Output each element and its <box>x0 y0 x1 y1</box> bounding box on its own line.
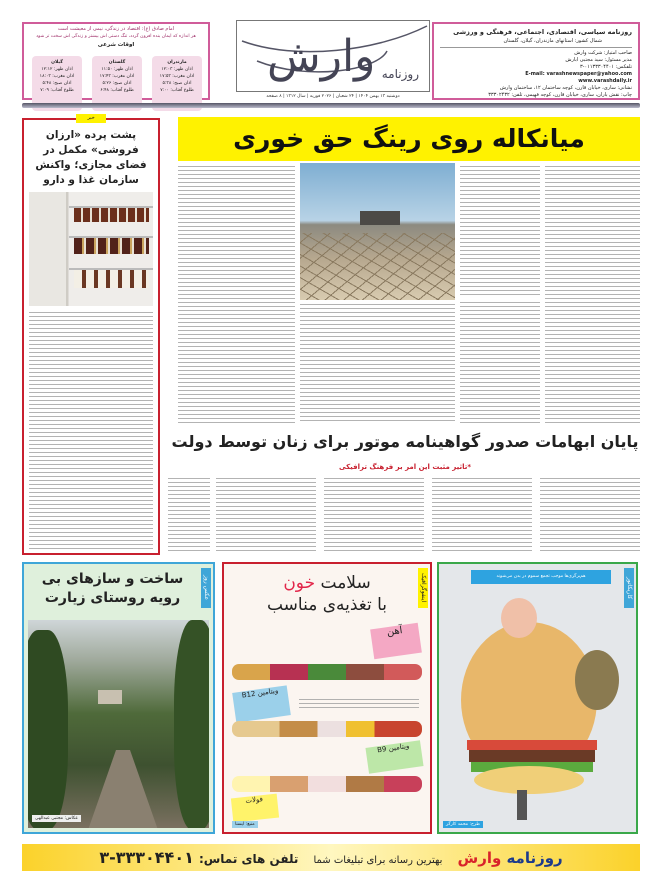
paper-description: روزنامه سیاسی، اقتصادی، اجتماعی، فرهنگی و ورزشی <box>453 28 632 36</box>
side-news-headline[interactable]: پشت پرده «ارزان فروشی» مکمل در فضای مجازی؛ واکنش سازمان غذا و دارو <box>35 129 147 186</box>
prayer-times-title: اوقات شرعی <box>97 42 135 48</box>
cartoon-panel <box>437 562 638 834</box>
source-label: منبع: ایسنا <box>232 821 258 828</box>
story2-column <box>168 478 210 554</box>
photo-credit: عکاس: مجتبی عبدالهی <box>32 815 81 822</box>
prayer-time: طلوع آفتاب: ۶:۴۸ <box>100 88 134 93</box>
prayer-time: اذان صبح: ۵:۲۶ <box>102 81 132 86</box>
note-b12: ویتامین B12 <box>232 685 291 722</box>
section-tab: عکس روز <box>201 568 211 608</box>
photo-title[interactable]: ساخت و سازهای بی رویه روستای زیارت <box>41 571 184 606</box>
section-tab: اینفوگرافیک <box>418 568 428 608</box>
city-name: مازندران <box>167 60 187 65</box>
footer-ad-bar <box>22 844 640 871</box>
prayer-times-box <box>22 22 210 100</box>
info-line: مدیر مسئول: سید مجتبی ابارش <box>565 57 632 63</box>
story-column <box>460 302 540 424</box>
masthead-label: روزنامه <box>381 67 419 81</box>
cartoon-caption: هم‌برگری‌ها موجب تجمع سموم در بدن می‌شوند <box>471 570 611 584</box>
quote-line: هر اندازه که ایمان بنده افزون گردد، تنگ دستی اش بیشتر و زندگی اش سخت تر شود <box>36 34 196 39</box>
prayer-time: طلوع آفتاب: ۷:۰۰ <box>160 88 194 93</box>
title-part: سلامت <box>320 573 371 593</box>
info-line: چاپ: نقش باران، ساری، خیابان قارن، کوچه فهیمی، تلفن: ۳۳۳۰۲۴۳۲ <box>488 92 632 98</box>
prayer-time: اذان ظهر: ۱۲:۱۲ <box>41 67 73 72</box>
city-name: گیلان <box>51 60 63 65</box>
section-tab: کاریکاتور <box>624 568 634 608</box>
prayer-time: اذان ظهر: ۱۱:۵۰ <box>101 67 133 72</box>
story2-column <box>216 478 316 554</box>
food-row <box>232 664 422 680</box>
note-text <box>299 699 419 709</box>
prayer-time: اذان صبح: ۵:۳۸ <box>162 81 192 86</box>
prayer-time: اذان مغرب: ۱۷:۴۳ <box>99 74 135 79</box>
email-link[interactable]: E-mail: varashnewspaper@yahoo.com <box>525 71 632 77</box>
masthead <box>236 20 430 92</box>
story2-subheadline: *تاثیر مثبت این امر بر فرهنگ ترافیکی <box>338 463 472 471</box>
story-column <box>460 166 540 298</box>
footer-brand: روزنامه <box>506 849 563 867</box>
prayer-time: اذان مغرب: ۱۷:۵۳ <box>159 74 195 79</box>
website-link[interactable]: www.varashdaily.ir <box>578 78 632 84</box>
story2-headline[interactable]: پایان ابهامات صدور گواهینامه موتور برای زنان توسط دولت <box>171 432 639 451</box>
health-infographic-panel <box>222 562 432 834</box>
prayer-time: اذان ظهر: ۱۲:۰۳ <box>161 67 193 72</box>
phone-number[interactable]: ۳۳۳۰۴۴۰۱-۳ <box>99 848 194 867</box>
title-part: با تغذیه‌ی مناسب <box>266 595 388 615</box>
header-divider <box>22 103 640 108</box>
phone-label: تلفن های تماس: <box>198 852 299 866</box>
info-line: صاحب امتیاز: شرکت وارش <box>574 50 632 56</box>
info-line: تلفکس: ۰۱۱۳۳۳۰۴۴۰۱-۳ <box>579 64 632 70</box>
cartoon-credit: طرح: محمد کارگر <box>443 821 483 828</box>
side-news-box <box>22 115 160 555</box>
prayer-time: اذان صبح: ۵:۴۸ <box>42 81 72 86</box>
note-folate: فولات <box>231 794 279 823</box>
note-b9: ویتامین B9 <box>365 740 423 773</box>
note-iron: آهن <box>370 623 422 659</box>
miankaleh-photo <box>300 163 455 300</box>
section-tab: خبر <box>76 114 106 123</box>
info-line: نشانی: ساری، خیابان قارن، کوچه ساختمان ۱۲، ساختمان وارش <box>499 85 632 91</box>
footer-brand-name: وارش <box>457 849 502 867</box>
city-name: گلستان <box>108 60 126 65</box>
burger-man-cartoon <box>439 590 636 830</box>
quote-line: امام صادق (ع): اقتصاد در زندگی، نیمی از معیشت است <box>57 26 175 32</box>
paper-region: شمال کشور: استانهای مازندران، گیلان، گلستان <box>503 38 602 44</box>
divider <box>440 47 632 48</box>
photo-of-day-panel <box>22 562 215 834</box>
prayer-time: اذان مغرب: ۱۸:۰۳ <box>39 74 75 79</box>
prayer-time: طلوع آفتاب: ۷:۰۹ <box>40 88 74 93</box>
food-row <box>232 721 422 737</box>
logo-text: وارش <box>267 31 376 82</box>
story-column <box>178 166 295 424</box>
story2-column <box>540 478 640 554</box>
story2-column <box>432 478 532 554</box>
story-column <box>300 304 455 424</box>
main-headline-banner <box>178 117 640 161</box>
story-column <box>545 166 640 424</box>
side-news-body <box>29 312 153 549</box>
main-headline[interactable]: میانکاله روی رینگ حق خوری <box>233 124 585 153</box>
village-photo <box>28 620 209 828</box>
infographic-title[interactable] <box>224 572 430 616</box>
footer-slogan: بهترین رسانه برای تبلیغات شما <box>313 855 443 866</box>
dateline: دوشنبه ۱۳ بهمن ۱۴۰۴ | ۲۴ شعبان | ۲۰۲۶ فوریه | سال ۱۳۱۲ | ۸ صفحه <box>266 94 400 99</box>
publisher-info-box <box>432 22 640 100</box>
food-row <box>232 776 422 792</box>
story2-column <box>324 478 424 554</box>
supplements-photo <box>29 192 153 306</box>
title-highlight: خون <box>283 573 316 593</box>
